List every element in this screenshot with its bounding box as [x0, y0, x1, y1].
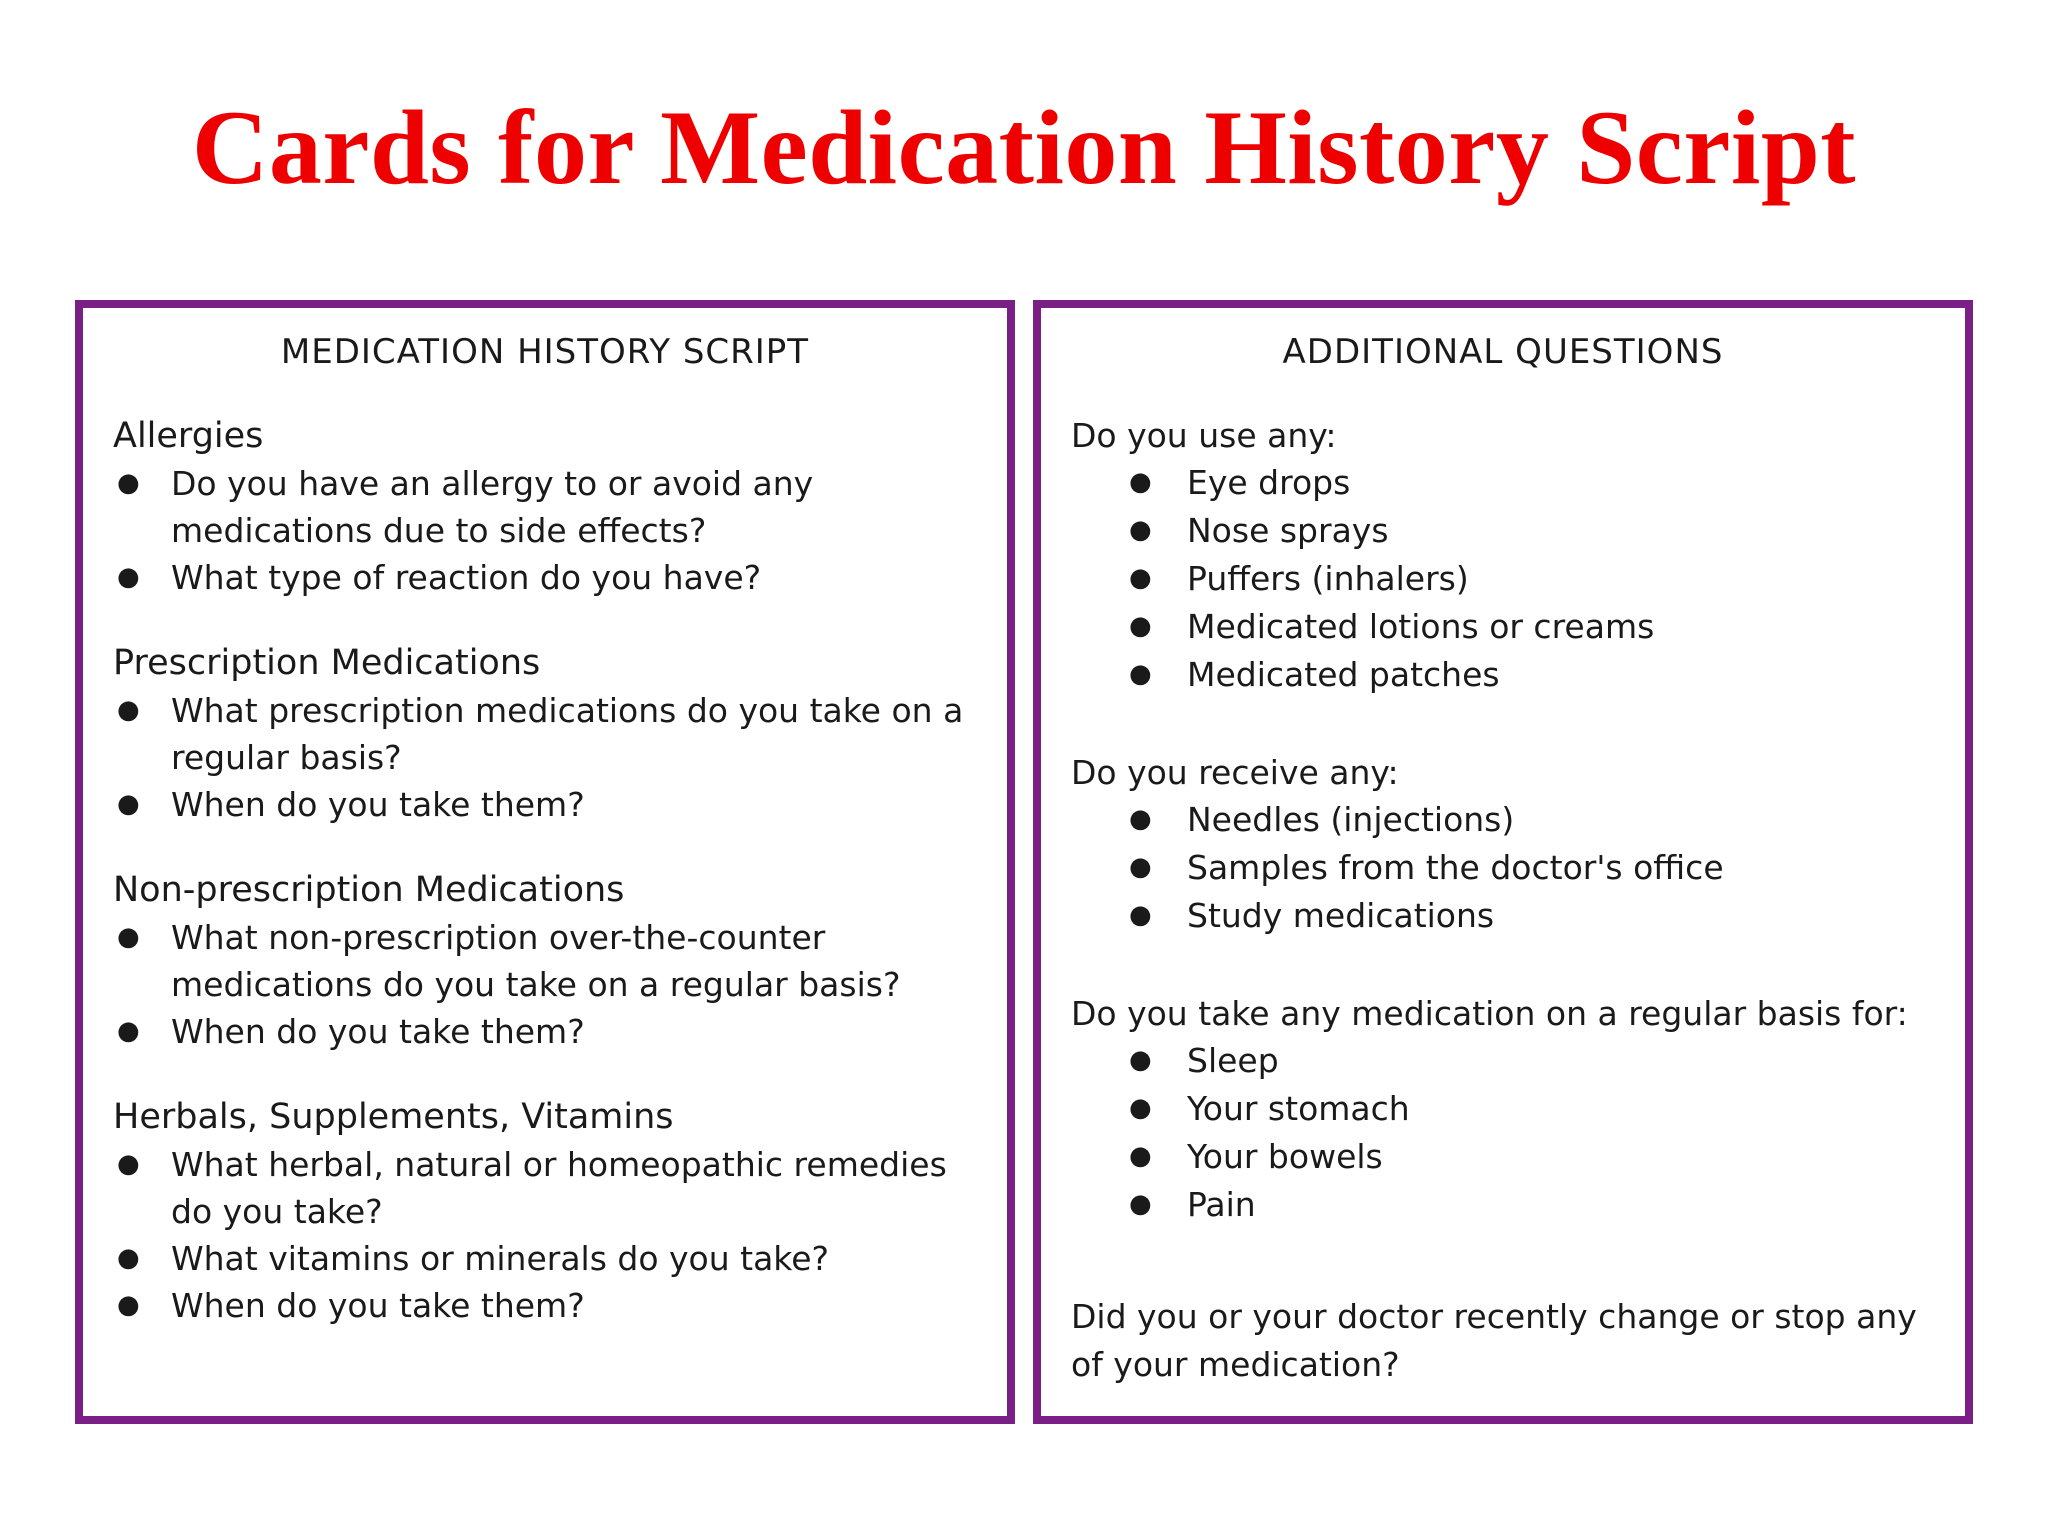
- item-text: Samples from the doctor's office: [1187, 848, 1724, 887]
- list-item: [113, 914, 981, 1008]
- bullet-icon: ●: [1129, 852, 1152, 882]
- item-list: [1071, 1037, 1939, 1229]
- item-text: Sleep: [1187, 1041, 1279, 1080]
- bullet-icon: ●: [117, 922, 140, 952]
- section-title: Prescription Medications: [113, 643, 541, 683]
- section-prescription: [113, 639, 981, 828]
- list-item: [113, 1141, 981, 1235]
- bullet-icon: ●: [1129, 659, 1152, 689]
- list-item: [113, 1008, 981, 1055]
- item-text: Study medications: [1187, 896, 1495, 935]
- final-question: Did you or your doctor recently change or stop any of your medication?: [1071, 1297, 1917, 1384]
- list-item: [1071, 1037, 1939, 1085]
- bullet-icon: ●: [117, 562, 140, 592]
- medication-history-card: [75, 300, 1015, 1424]
- list-item: [1071, 651, 1939, 699]
- item-text: Medicated lotions or creams: [1187, 607, 1655, 646]
- card-body: [1041, 412, 1965, 1389]
- list-item: [1071, 1181, 1939, 1229]
- question-text: Do you have an allergy to or avoid any medications due to side effects?: [171, 464, 814, 550]
- list-item: [1071, 555, 1939, 603]
- list-item: [1071, 507, 1939, 555]
- section-receive-any: [1071, 749, 1939, 940]
- bullet-icon: ●: [117, 1290, 140, 1320]
- bullet-icon: ●: [1129, 1189, 1152, 1219]
- item-text: Puffers (inhalers): [1187, 559, 1469, 598]
- bullet-icon: ●: [117, 468, 140, 498]
- question-text: What prescription medications do you take on a regular basis?: [171, 691, 964, 777]
- bullet-icon: ●: [1129, 900, 1152, 930]
- item-text: Eye drops: [1187, 463, 1351, 502]
- list-item: [113, 1235, 981, 1282]
- bullet-icon: ●: [1129, 1141, 1152, 1171]
- section-herbals: [113, 1093, 981, 1329]
- card-heading: MEDICATION HISTORY SCRIPT: [280, 332, 810, 372]
- question-text: What type of reaction do you have?: [171, 558, 762, 597]
- question-text: What vitamins or minerals do you take?: [171, 1239, 830, 1278]
- bullet-icon: ●: [1129, 1045, 1152, 1075]
- bullet-icon: ●: [117, 695, 140, 725]
- section-question: Do you use any:: [1071, 416, 1337, 455]
- bullet-icon: ●: [117, 1016, 140, 1046]
- item-text: Medicated patches: [1187, 655, 1500, 694]
- item-text: Nose sprays: [1187, 511, 1389, 550]
- question-list: [113, 460, 981, 601]
- item-text: Needles (injections): [1187, 800, 1515, 839]
- item-text: Your bowels: [1187, 1137, 1383, 1176]
- question-list: [113, 1141, 981, 1329]
- section-allergies: [113, 412, 981, 601]
- bullet-icon: ●: [1129, 804, 1152, 834]
- item-list: [1071, 796, 1939, 940]
- bullet-icon: ●: [117, 1149, 140, 1179]
- list-item: [1071, 603, 1939, 651]
- card-heading: ADDITIONAL QUESTIONS: [1282, 332, 1724, 372]
- section-question: Do you take any medication on a regular basis for:: [1071, 994, 1908, 1033]
- section-regular-basis: [1071, 990, 1939, 1229]
- question-list: [113, 914, 981, 1055]
- bullet-icon: ●: [117, 789, 140, 819]
- list-item: [1071, 1085, 1939, 1133]
- section-question: Do you receive any:: [1071, 753, 1399, 792]
- bullet-icon: ●: [1129, 563, 1152, 593]
- bullet-icon: ●: [1129, 611, 1152, 641]
- item-text: Your stomach: [1187, 1089, 1410, 1128]
- list-item: [113, 554, 981, 601]
- list-item: [113, 1282, 981, 1329]
- section-non-prescription: [113, 866, 981, 1055]
- bullet-icon: ●: [117, 1243, 140, 1273]
- section-title: Herbals, Supplements, Vitamins: [113, 1097, 674, 1137]
- question-text: When do you take them?: [171, 1012, 585, 1051]
- question-text: When do you take them?: [171, 1286, 585, 1325]
- list-item: [1071, 796, 1939, 844]
- item-text: Pain: [1187, 1185, 1256, 1224]
- section-title: Non-prescription Medications: [113, 870, 625, 910]
- list-item: [1071, 892, 1939, 940]
- section-use-any: [1071, 412, 1939, 699]
- page-title: Cards for Medication History Script: [191, 89, 1857, 206]
- list-item: [113, 687, 981, 781]
- bullet-icon: ●: [1129, 467, 1152, 497]
- list-item: [1071, 459, 1939, 507]
- card-body: [83, 412, 1007, 1329]
- question-text: When do you take them?: [171, 785, 585, 824]
- list-item: [113, 781, 981, 828]
- bullet-icon: ●: [1129, 515, 1152, 545]
- list-item: [1071, 1133, 1939, 1181]
- list-item: [1071, 844, 1939, 892]
- question-list: [113, 687, 981, 828]
- item-list: [1071, 459, 1939, 699]
- list-item: [113, 460, 981, 554]
- question-text: What non-prescription over-the-counter medications do you take on a regular basis?: [171, 918, 901, 1004]
- section-title: Allergies: [113, 416, 264, 456]
- question-text: What herbal, natural or homeopathic remedies do you take?: [171, 1145, 947, 1231]
- additional-questions-card: [1033, 300, 1973, 1424]
- bullet-icon: ●: [1129, 1093, 1152, 1123]
